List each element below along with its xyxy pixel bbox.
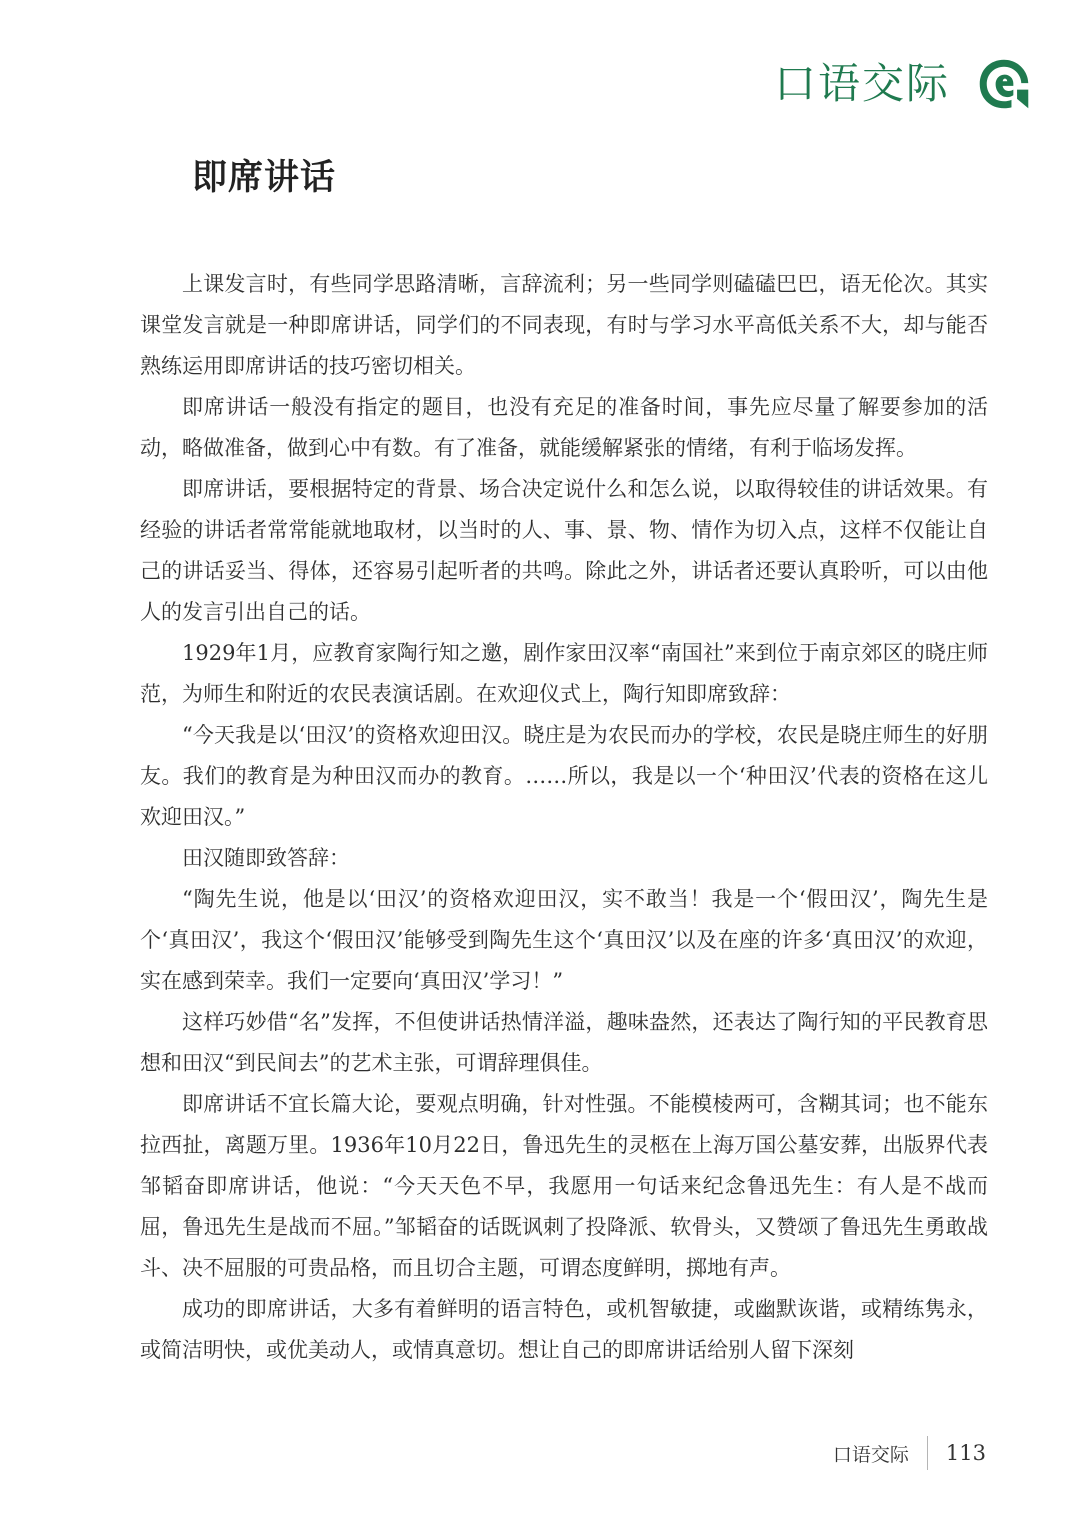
quote-paragraph: “今天我是以‘田汉’的资格欢迎田汉。晓庄是为农民而办的学校，农民是晓庄师生的好朋友。我们的教育是为种田汉而办的教育。……所以，我是以一个‘种田汉’代表的资格在这儿欢迎田汉。” — [140, 723, 988, 829]
footer-divider — [927, 1436, 928, 1470]
paragraph: 成功的即席讲话，大多有着鲜明的语言特色，或机智敏捷，或幽默诙谐，或精练隽永，或简洁明快，或优美动人，或情真意切。想让自己的即席讲话给别人留下深刻 — [140, 1297, 988, 1362]
section-header — [774, 56, 1032, 112]
paragraph: 上课发言时，有些同学思路清晰，言辞流利；另一些同学则磕磕巴巴，语无伦次。其实课堂发言就是一种即席讲话，同学们的不同表现，有时与学习水平高低关系不大，却与能否熟练运用即席讲话的技巧密切相关。 — [140, 272, 988, 378]
paragraph: 即席讲话一般没有指定的题目，也没有充足的准备时间，事先应尽量了解要参加的活动，略做准备，做到心中有数。有了准备，就能缓解紧张的情绪，有利于临场发挥。 — [140, 395, 988, 460]
speech-bubble-e-icon — [976, 56, 1032, 112]
body-text — [140, 264, 988, 1371]
quote-paragraph: “陶先生说，他是以‘田汉’的资格欢迎田汉，实不敢当！我是一个‘假田汉’，陶先生是个‘真田汉’，我这个‘假田汉’能够受到陶先生这个‘真田汉’以及在座的许多‘真田汉’的欢迎，实在感到荣幸。我们一定要向‘真田汉’学习！” — [140, 887, 988, 993]
paragraph: 即席讲话，要根据特定的背景、场合决定说什么和怎么说，以取得较佳的讲话效果。有经验的讲话者常常能就地取材，以当时的人、事、景、物、情作为切入点，这样不仅能让自己的讲话妥当、得体，还容易引起听者的共鸣。除此之外，讲话者还要认真聆听，可以由他人的发言引出自己的话。 — [140, 477, 988, 624]
paragraph: 田汉随即致答辞： — [182, 846, 350, 870]
paragraph: 即席讲话不宜长篇大论，要观点明确，针对性强。不能模棱两可，含糊其词；也不能东拉西扯，离题万里。1936年10月22日，鲁迅先生的灵柩在上海万国公墓安葬，出版界代表邹韬奋即席讲话，他说：“今天天色不早，我愿用一句话来纪念鲁迅先生：有人是不战而屈，鲁迅先生是战而不屈。”邹韬奋的话既讽刺了投降派、软骨头，又赞颂了鲁迅先生勇敢战斗、决不屈服的可贵品格，而且切合主题，可谓态度鲜明，掷地有声。 — [140, 1092, 988, 1280]
page-footer — [833, 1436, 986, 1470]
paragraph: 这样巧妙借“名”发挥，不但使讲话热情洋溢，趣味盎然，还表达了陶行知的平民教育思想和田汉“到民间去”的艺术主张，可谓辞理俱佳。 — [140, 1010, 988, 1075]
page-number: 113 — [945, 1441, 986, 1465]
footer-section-label: 口语交际 — [832, 1443, 909, 1466]
section-title: 口语交际 — [773, 59, 950, 108]
lesson-title: 即席讲话 — [192, 158, 337, 198]
paragraph: 1929年1月，应教育家陶行知之邀，剧作家田汉率“南国社”来到位于南京郊区的晓庄师范，为师生和附近的农民表演话剧。在欢迎仪式上，陶行知即席致辞： — [140, 641, 988, 706]
